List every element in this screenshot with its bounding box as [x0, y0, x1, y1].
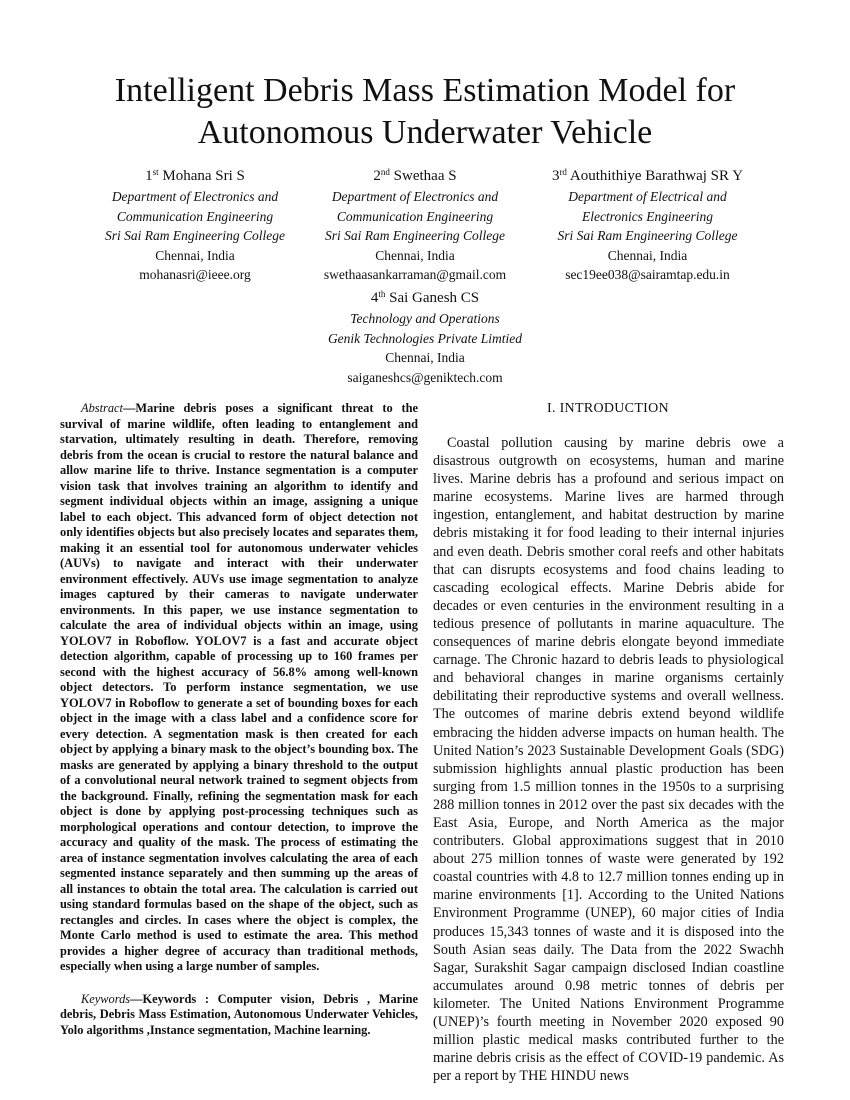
author-department: Communication Engineering: [336, 208, 494, 224]
author-city: Chennai, India: [385, 350, 465, 365]
author-email: swethaasankarraman@gmail.com: [323, 267, 507, 282]
section-heading: I. INTRODUCTION: [547, 401, 669, 416]
author-block-4: [310, 287, 540, 387]
author-name: 3rd Aouthithiye Barathwaj SR Y: [551, 167, 744, 184]
author-email: mohanasri@ieee.org: [139, 267, 251, 282]
author-name: 2nd Swethaa S: [373, 167, 457, 184]
introduction-paragraph: Coastal pollution causing by marine debris owe a disastrous outgrowth on ecosystems, human and marine lives. Marine debris has a profound and serious impact on marine ecosystems. Marine lives are harmed through ingestion, entanglement, and habitat destruction by marine debris mistaking it for food leading to their internal injuries and even death. Debris smother coral reefs and other habitats that can disrupts ecosystems and food chains leading to cascading ecological effects. Marine Debris abide for decades or even centuries in the environment resulting in a tedious presence of pollutants in marine aquaculture. The consequences of marine debris elongate beyond immediate carnage. The Chronic hazard to debris leads to physiological and behavioral changes in marine organisms certainly debilitating their reproductive systems and overall wellness. The outcomes of marine debris extend beyond wildlife embracing the hidden adverse impacts on human health. The United Nation’s 2023 Sustainable Development Goals (SDG) submission highlights annual plastic production has been surging from 1.5 million tonnes in the 1950s to a surprising 288 million tonnes in 2012 over the past six decades with the East Asia, Europe, and North America as the major contributers. Global approximations suggest that in 2010 about 275 million tonnes of waste were generated by 192 coastal countries with 4.8 to 12.7 million tonnes ending up in marine environments [1]. According to the United Nations Environment Programme (UNEP), 60 major cities of India produces 15,343 tonnes of waste and it is disposed into the South Asian seas daily. The Data from the 2022 Swachh Sagar, Surakshit Sagar campaign disclosed Indian coastline accumulates around 0.98 metric tonnes of debris per kilometer. The United Nations Environment Programme (UNEP)’s fourth meeting in November 2020 exposed 90 million plastic medical masks contributed further to the marine debris crisis as the effect of COVID-19 pandemic. As per a report by THE HINDU news: [433, 435, 784, 1085]
left-column: [60, 401, 418, 1038]
author-city: Chennai, India: [607, 247, 688, 263]
author-block-1: [95, 165, 295, 285]
author-organization: Genik Technologies Private Limtied: [327, 330, 523, 346]
keywords-label: Keywords: [81, 991, 131, 1006]
author-city: Chennai, India: [155, 247, 235, 263]
author-block-3: [535, 165, 760, 285]
author-name: 1st Mohana Sri S: [145, 167, 245, 184]
abstract: [60, 401, 418, 975]
author-department: Department of Electronics and: [111, 189, 279, 204]
paper-title: Intelligent Debris Mass Estimation Model for Autonomous Underwater Vehicle: [114, 72, 736, 151]
author-organization: Sri Sai Ram Engineering College: [105, 228, 285, 243]
author-department: Technology and Operations: [350, 311, 500, 326]
author-department: Electronics Engineering: [581, 208, 714, 224]
author-department: Communication Engineering: [116, 208, 274, 224]
author-organization: Sri Sai Ram Engineering College: [325, 228, 505, 243]
author-department: Department of Electrical and: [568, 189, 727, 204]
keywords-text: —Keywords : Computer vision, Debris , Marine debris, Debris Mass Estimation, Autonomous Underwater Vehicles, Yolo algorithms ,Instance segmentation, Machine learning.: [60, 991, 418, 1037]
author-department: Department of Electronics and: [331, 189, 499, 204]
author-name: 4th Sai Ganesh CS: [370, 289, 480, 306]
author-city: Chennai, India: [375, 247, 455, 263]
author-block-2: [305, 165, 525, 285]
author-email: saiganeshcs@geniktech.com: [347, 369, 503, 385]
author-email: sec19ee038@sairamtap.edu.in: [565, 267, 730, 282]
right-column: [433, 434, 784, 1085]
author-organization: Sri Sai Ram Engineering College: [557, 228, 738, 243]
abstract-label: Abstract: [81, 401, 123, 415]
keywords: [60, 992, 418, 1039]
abstract-text: —Marine debris poses a significant threat to the survival of marine wildlife, often leading to entanglement and starvation, ultimately resulting in death. Therefore, removing debris from the ocean is crucial to restore the natural balance and allow marine life to thrive. Instance segmentation is a computer vision task that involves training an algorithm to identify and segment individual objects within an image, assigning a unique label to each object. This advanced form of object detection not only identifies objects but also precisely locates and separates them, making it an essential tool for autonomous underwater vehicles (AUVs) to navigate and interact with their underwater environment effectively. AUVs use image segmentation to analyze images captured by their cameras to navigate underwater environments. In this paper, we use instance segmentation to calculate the area of individual objects within an image, using YOLOV7 in Roboflow. YOLOV7 is a fast and accurate object detection algorithm, capable of processing up to 160 frames per second with the highest accuracy of 56.8% among well-known object detectors. To perform instance segmentation, we use YOLOV7 in Roboflow to generate a set of bounding boxes for each object in the image with a class label and a confidence score for every detection. A segmentation mask is then created for each object by applying a binary mask to the object’s bounding box. The masks are generated by applying a binary threshold to the output of a convolutional neural network trained to segment objects from the background. Finally, refining the segmentation mask for each object is done by applying post-processing techniques such as morphological operations and contour detection, to improve the accuracy and quality of the mask. The process of estimating the area of instance segmentation involves calculating the area of each segmented instance separately and then summing up the areas of all instances to obtain the total area. The calculation is carried out using standard formulas based on the shape of the object, such as rectangles and circles. In cases where the object is complex, the Monte Carlo method is used to estimate the area. This method provides a higher degree of accuracy than traditional methods, especially when using a large number of samples.: [60, 401, 418, 973]
